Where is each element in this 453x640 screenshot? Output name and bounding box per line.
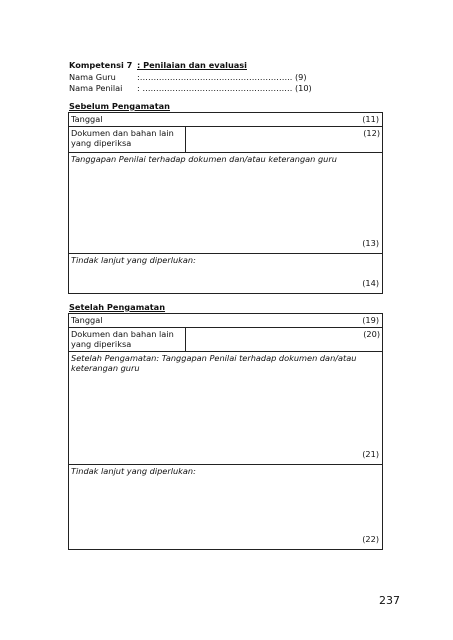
before-tanggal-num: (11) xyxy=(362,114,380,124)
before-tindak-label: Tindak lanjut yang diperlukan: xyxy=(71,254,196,265)
before-dokumen-label-cell xyxy=(69,126,186,152)
after-dokumen-label-cell xyxy=(69,327,186,351)
after-table xyxy=(68,313,383,550)
after-tanggal-row xyxy=(69,314,383,328)
penilai-value: : ………………………………………………. (10) xyxy=(137,83,312,93)
before-dokumen-label-2: yang diperiksa xyxy=(71,138,132,148)
after-dokumen-label-1: Dokumen dan bahan lain xyxy=(71,328,174,339)
before-tindak-cell[interactable] xyxy=(69,253,383,293)
page-number: 237 xyxy=(379,594,400,607)
after-tanggal-label: Tanggal xyxy=(71,315,103,325)
after-tindak-num: (22) xyxy=(362,534,380,544)
before-heading: Sebelum Pengamatan xyxy=(69,101,170,111)
before-dokumen-label-1: Dokumen dan bahan lain xyxy=(71,127,174,138)
before-dokumen-value-cell[interactable] xyxy=(186,126,383,152)
after-tindak-label: Tindak lanjut yang diperlukan: xyxy=(71,465,196,476)
after-tanggapan-label: Setelah Pengamatan: Tanggapan Penilai terhadap dokumen dan/atau keterangan guru xyxy=(71,352,357,373)
before-tanggal-cell xyxy=(69,113,383,127)
before-tanggal-row xyxy=(69,113,383,127)
before-tanggapan-label: Tanggapan Penilai terhadap dokumen dan/atau keterangan guru xyxy=(71,153,337,164)
after-tanggal-cell xyxy=(69,314,383,328)
kompetensi-title xyxy=(137,60,247,70)
before-tanggal-label: Tanggal xyxy=(71,114,103,124)
after-dokumen-num: (20) xyxy=(363,328,381,339)
after-tanggapan-row xyxy=(69,351,383,464)
after-dokumen-label-2: yang diperiksa xyxy=(71,339,132,349)
guru-label: Nama Guru xyxy=(69,72,116,82)
after-tanggapan-num: (21) xyxy=(362,449,380,459)
penilai-label: Nama Penilai xyxy=(69,83,123,93)
before-tindak-num: (14) xyxy=(362,278,380,288)
after-heading: Setelah Pengamatan xyxy=(69,302,166,312)
after-tanggapan-cell[interactable] xyxy=(69,351,383,464)
after-dokumen-row xyxy=(69,327,383,351)
after-tindak-row xyxy=(69,464,383,549)
kompetensi-title-text: : Penilaian dan evaluasi xyxy=(137,60,247,70)
before-tanggapan-row xyxy=(69,152,383,253)
before-dokumen-row xyxy=(69,126,383,152)
before-table xyxy=(68,112,383,294)
kompetensi-label: Kompetensi 7 xyxy=(69,60,133,70)
before-tindak-row xyxy=(69,253,383,293)
after-tanggal-num: (19) xyxy=(362,315,380,325)
after-tindak-cell[interactable] xyxy=(69,464,383,549)
before-tanggapan-num: (13) xyxy=(362,238,380,248)
before-dokumen-num: (12) xyxy=(363,127,381,138)
before-tanggapan-cell[interactable] xyxy=(69,152,383,253)
guru-value: :……………………………………………….. (9) xyxy=(137,72,307,82)
after-dokumen-value-cell[interactable] xyxy=(186,327,383,351)
